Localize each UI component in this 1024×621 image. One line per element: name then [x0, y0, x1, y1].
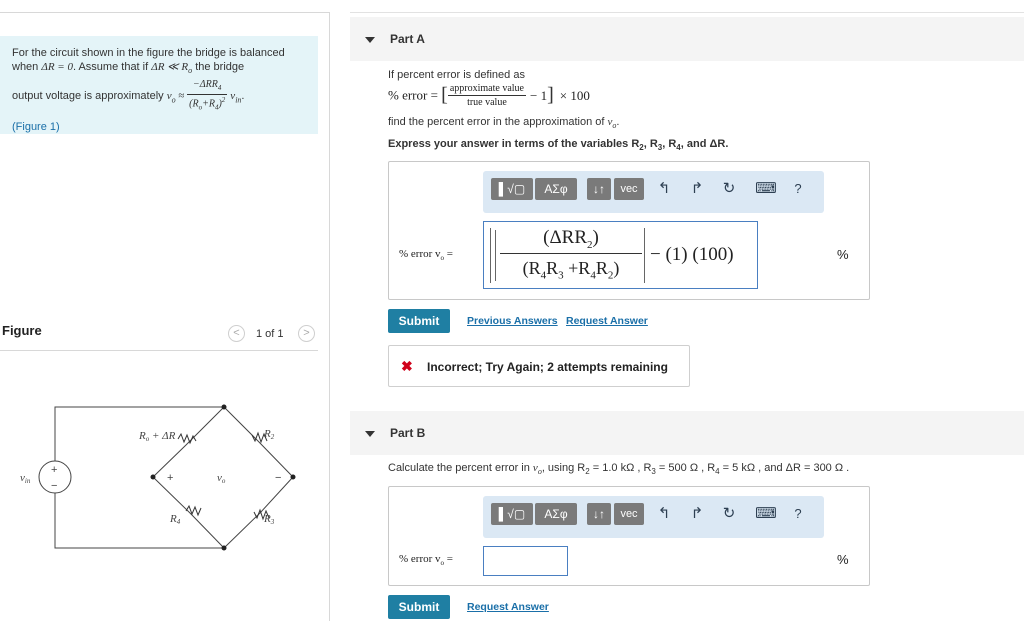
problem-line-3	[12, 79, 306, 113]
reset-icon[interactable]: ↻	[722, 505, 736, 522]
keyboard-icon[interactable]: ⌨	[755, 505, 777, 522]
answer-num-text: (ΔRR	[543, 227, 588, 248]
redo-icon[interactable]: ↱	[690, 180, 704, 197]
subscript-superscript-button[interactable]: ↓↑	[587, 178, 611, 200]
answer-num-text: )	[592, 227, 599, 248]
prompt-sub: 3	[651, 467, 656, 477]
answer-den-sub: 2	[607, 269, 614, 282]
vector-button[interactable]: vec	[614, 503, 644, 525]
math-den: (R	[189, 98, 199, 110]
express-text: , R	[643, 138, 658, 150]
label-sub: 3	[270, 518, 275, 526]
branch-top-right	[224, 407, 293, 477]
math-approx: ≈	[175, 90, 188, 103]
formula-num: approximate value	[449, 83, 524, 94]
part-a-answer-card	[388, 161, 870, 300]
keyboard-icon[interactable]: ⌨	[755, 180, 777, 197]
column-divider	[329, 12, 330, 621]
find-vo: v	[607, 116, 613, 128]
templates-button[interactable]: ▌√▢	[491, 178, 533, 200]
prompt-text: = 500 Ω , R	[655, 462, 716, 474]
math-sub: 4	[217, 84, 222, 93]
part-a-header[interactable]	[350, 17, 1024, 61]
answer-den-sub: 4	[590, 269, 596, 282]
math-fraction	[187, 79, 227, 113]
part-a-request-answer-link[interactable]: Request Answer	[566, 315, 648, 327]
help-icon[interactable]: ?	[794, 181, 802, 196]
part-a-intro: If percent error is defined as	[388, 69, 525, 81]
problem-text: when	[12, 61, 42, 73]
express-text: Express your answer in terms of the variables R	[388, 138, 640, 150]
label-r3	[263, 513, 275, 526]
answer-label-text: % error v	[399, 248, 441, 260]
part-b-answer-label	[399, 553, 453, 567]
prompt-vo: v	[532, 462, 538, 474]
formula-bracket-left: [	[441, 84, 448, 106]
answer-label-eq: =	[444, 553, 454, 565]
problem-line-1: For the circuit shown in the figure the bridge is balanced	[12, 47, 285, 59]
answer-den-text: R	[546, 258, 559, 278]
express-text: , R	[662, 138, 677, 150]
find-text: .	[616, 116, 620, 128]
math-sup: 2	[221, 96, 226, 105]
answer-label-text: % error v	[399, 553, 441, 565]
answer-tail: − (1) (100)	[650, 244, 734, 265]
part-a-answer-label	[399, 248, 453, 262]
math-delta-r-ll-ro: ΔR ≪ R	[151, 61, 189, 73]
problem-text: . Assume that if	[72, 61, 152, 73]
part-a-unit: %	[837, 247, 849, 262]
label-ro-dr	[138, 430, 176, 443]
templates-button[interactable]: ▌√▢	[491, 503, 533, 525]
problem-text: output voltage is approximately	[12, 90, 167, 103]
answer-label-sub: o	[440, 254, 445, 263]
problem-text: .	[241, 90, 245, 103]
part-a-express	[388, 138, 728, 152]
label-r2	[263, 428, 275, 441]
help-icon[interactable]: ?	[794, 506, 802, 521]
label-source-minus: −	[51, 480, 58, 492]
label-text: + ΔR	[149, 430, 176, 442]
label-text: R	[264, 428, 271, 440]
part-b-title: Part B	[390, 426, 426, 440]
formula-minus-one: − 1	[529, 87, 548, 103]
redo-icon[interactable]: ↱	[690, 505, 704, 522]
prompt-text: = 5 kΩ , and ΔR = 300 Ω .	[719, 462, 850, 474]
prompt-sub: o	[537, 467, 542, 477]
math-sub: in	[235, 95, 242, 105]
previous-answers-link[interactable]: Previous Answers	[467, 315, 558, 327]
label-text: v	[217, 472, 222, 484]
answer-den-sub: 4	[540, 269, 547, 282]
answer-fraction-bar	[500, 253, 642, 254]
label-text: R	[139, 430, 146, 442]
bridge-circuit-diagram	[0, 395, 320, 560]
part-b-prompt	[388, 462, 849, 476]
math-sub: 4	[214, 103, 219, 112]
express-sub: 2	[639, 143, 644, 153]
part-b-header[interactable]	[350, 411, 1024, 455]
answer-label-eq: =	[444, 248, 454, 260]
branch-bottom-left	[153, 477, 224, 548]
prompt-text: Calculate the percent error in	[388, 462, 533, 474]
express-sub: 3	[657, 143, 663, 153]
math-sub: o	[198, 103, 203, 112]
prompt-sub: 4	[715, 467, 720, 477]
formula-bracket-right: ]	[547, 84, 554, 106]
part-b-collapse-icon[interactable]	[365, 431, 375, 437]
part-b-unit: %	[837, 552, 849, 567]
math-den: +R	[202, 98, 215, 110]
part-a-title: Part A	[390, 32, 425, 46]
label-vo-minus: −	[275, 472, 282, 484]
node-bottom	[222, 546, 227, 551]
wire-bottom	[55, 493, 224, 548]
math-vo: v	[166, 90, 172, 103]
part-b-math-toolbar	[483, 496, 824, 538]
label-text: R	[264, 513, 271, 525]
answer-den-text: +R	[563, 258, 591, 278]
express-text: , and ΔR.	[680, 138, 729, 150]
part-b-request-answer-link[interactable]: Request Answer	[467, 601, 549, 613]
feedback-text: Incorrect; Try Again; 2 attempts remaining	[427, 360, 668, 374]
problem-statement	[0, 36, 318, 134]
percent-error-formula	[388, 82, 590, 109]
label-source-plus: +	[51, 464, 58, 476]
math-sub: o	[171, 95, 176, 105]
part-b-answer-input[interactable]	[483, 546, 568, 576]
undo-icon[interactable]: ↰	[657, 505, 671, 522]
greek-symbols-button[interactable]: ΑΣφ	[535, 503, 577, 525]
branch-top-left	[153, 407, 224, 477]
incorrect-icon: ✖	[401, 358, 413, 374]
label-sub: in	[24, 477, 31, 485]
undo-icon[interactable]: ↰	[657, 180, 671, 197]
part-b-submit-button[interactable]: Submit	[388, 595, 450, 619]
math-num: −ΔRR	[193, 79, 218, 91]
problem-line-2	[12, 60, 306, 78]
problem-text: the bridge	[192, 61, 245, 73]
formula-lhs: % error =	[388, 87, 442, 103]
vector-button[interactable]: vec	[614, 178, 644, 200]
answer-den-text: )	[613, 258, 620, 278]
node-left	[151, 475, 156, 480]
pager-next-button[interactable]: >	[298, 325, 315, 342]
part-a-collapse-icon[interactable]	[365, 37, 375, 43]
answer-den-text: R	[595, 258, 608, 278]
math-sub: o	[188, 66, 193, 76]
part-a-find	[388, 116, 619, 130]
answer-den-text: (R	[522, 258, 541, 278]
figure-rule	[0, 350, 318, 351]
pager-count: 1 of 1	[256, 328, 284, 340]
resistor-ro-dr	[178, 434, 196, 443]
label-sub: o	[221, 477, 226, 485]
feedback-box	[388, 345, 690, 387]
figure-link[interactable]: (Figure 1)	[12, 120, 60, 133]
label-sub: o	[145, 435, 150, 443]
label-sub: 4	[176, 518, 181, 526]
find-text: find the percent error in the approximation of	[388, 116, 608, 128]
prompt-sub: 2	[585, 467, 590, 477]
prompt-text: , using R	[541, 462, 586, 474]
formula-times-100: × 100	[559, 87, 590, 103]
left-top-rule	[0, 12, 330, 13]
subscript-superscript-button[interactable]: ↓↑	[587, 503, 611, 525]
label-vo	[217, 472, 226, 485]
part-a-answer-field[interactable]	[483, 221, 758, 289]
figure-title: Figure	[2, 323, 42, 338]
label-text: R	[170, 513, 177, 525]
part-a-math-toolbar	[483, 171, 824, 213]
answer-den-sub: 3	[558, 269, 564, 282]
answer-label-sub: o	[440, 559, 445, 568]
answer-num-sub: 2	[587, 238, 593, 251]
express-sub: 4	[676, 143, 681, 153]
formula-fraction	[448, 82, 526, 109]
label-vo-plus: +	[167, 472, 174, 484]
label-r4	[169, 513, 181, 526]
branch-bottom-right	[221, 477, 293, 548]
label-vin	[20, 472, 31, 485]
label-text: v	[20, 472, 25, 484]
math-den: )	[218, 98, 222, 110]
right-top-rule	[350, 12, 1024, 13]
part-b-answer-card	[388, 486, 870, 586]
math-delta-r-zero: ΔR = 0	[41, 61, 73, 73]
label-sub: 2	[270, 433, 275, 441]
greek-symbols-button[interactable]: ΑΣφ	[535, 178, 577, 200]
resistor-r4	[186, 506, 201, 515]
node-right	[291, 475, 296, 480]
part-a-submit-button[interactable]: Submit	[388, 309, 450, 333]
prompt-text: = 1.0 kΩ , R	[589, 462, 652, 474]
node-top	[222, 405, 227, 410]
answer-denominator	[500, 256, 642, 288]
math-vin: v	[230, 90, 236, 103]
find-sub: o	[612, 121, 617, 131]
formula-den: true value	[467, 97, 507, 108]
pager-prev-button[interactable]: <	[228, 325, 245, 342]
reset-icon[interactable]: ↻	[722, 180, 736, 197]
